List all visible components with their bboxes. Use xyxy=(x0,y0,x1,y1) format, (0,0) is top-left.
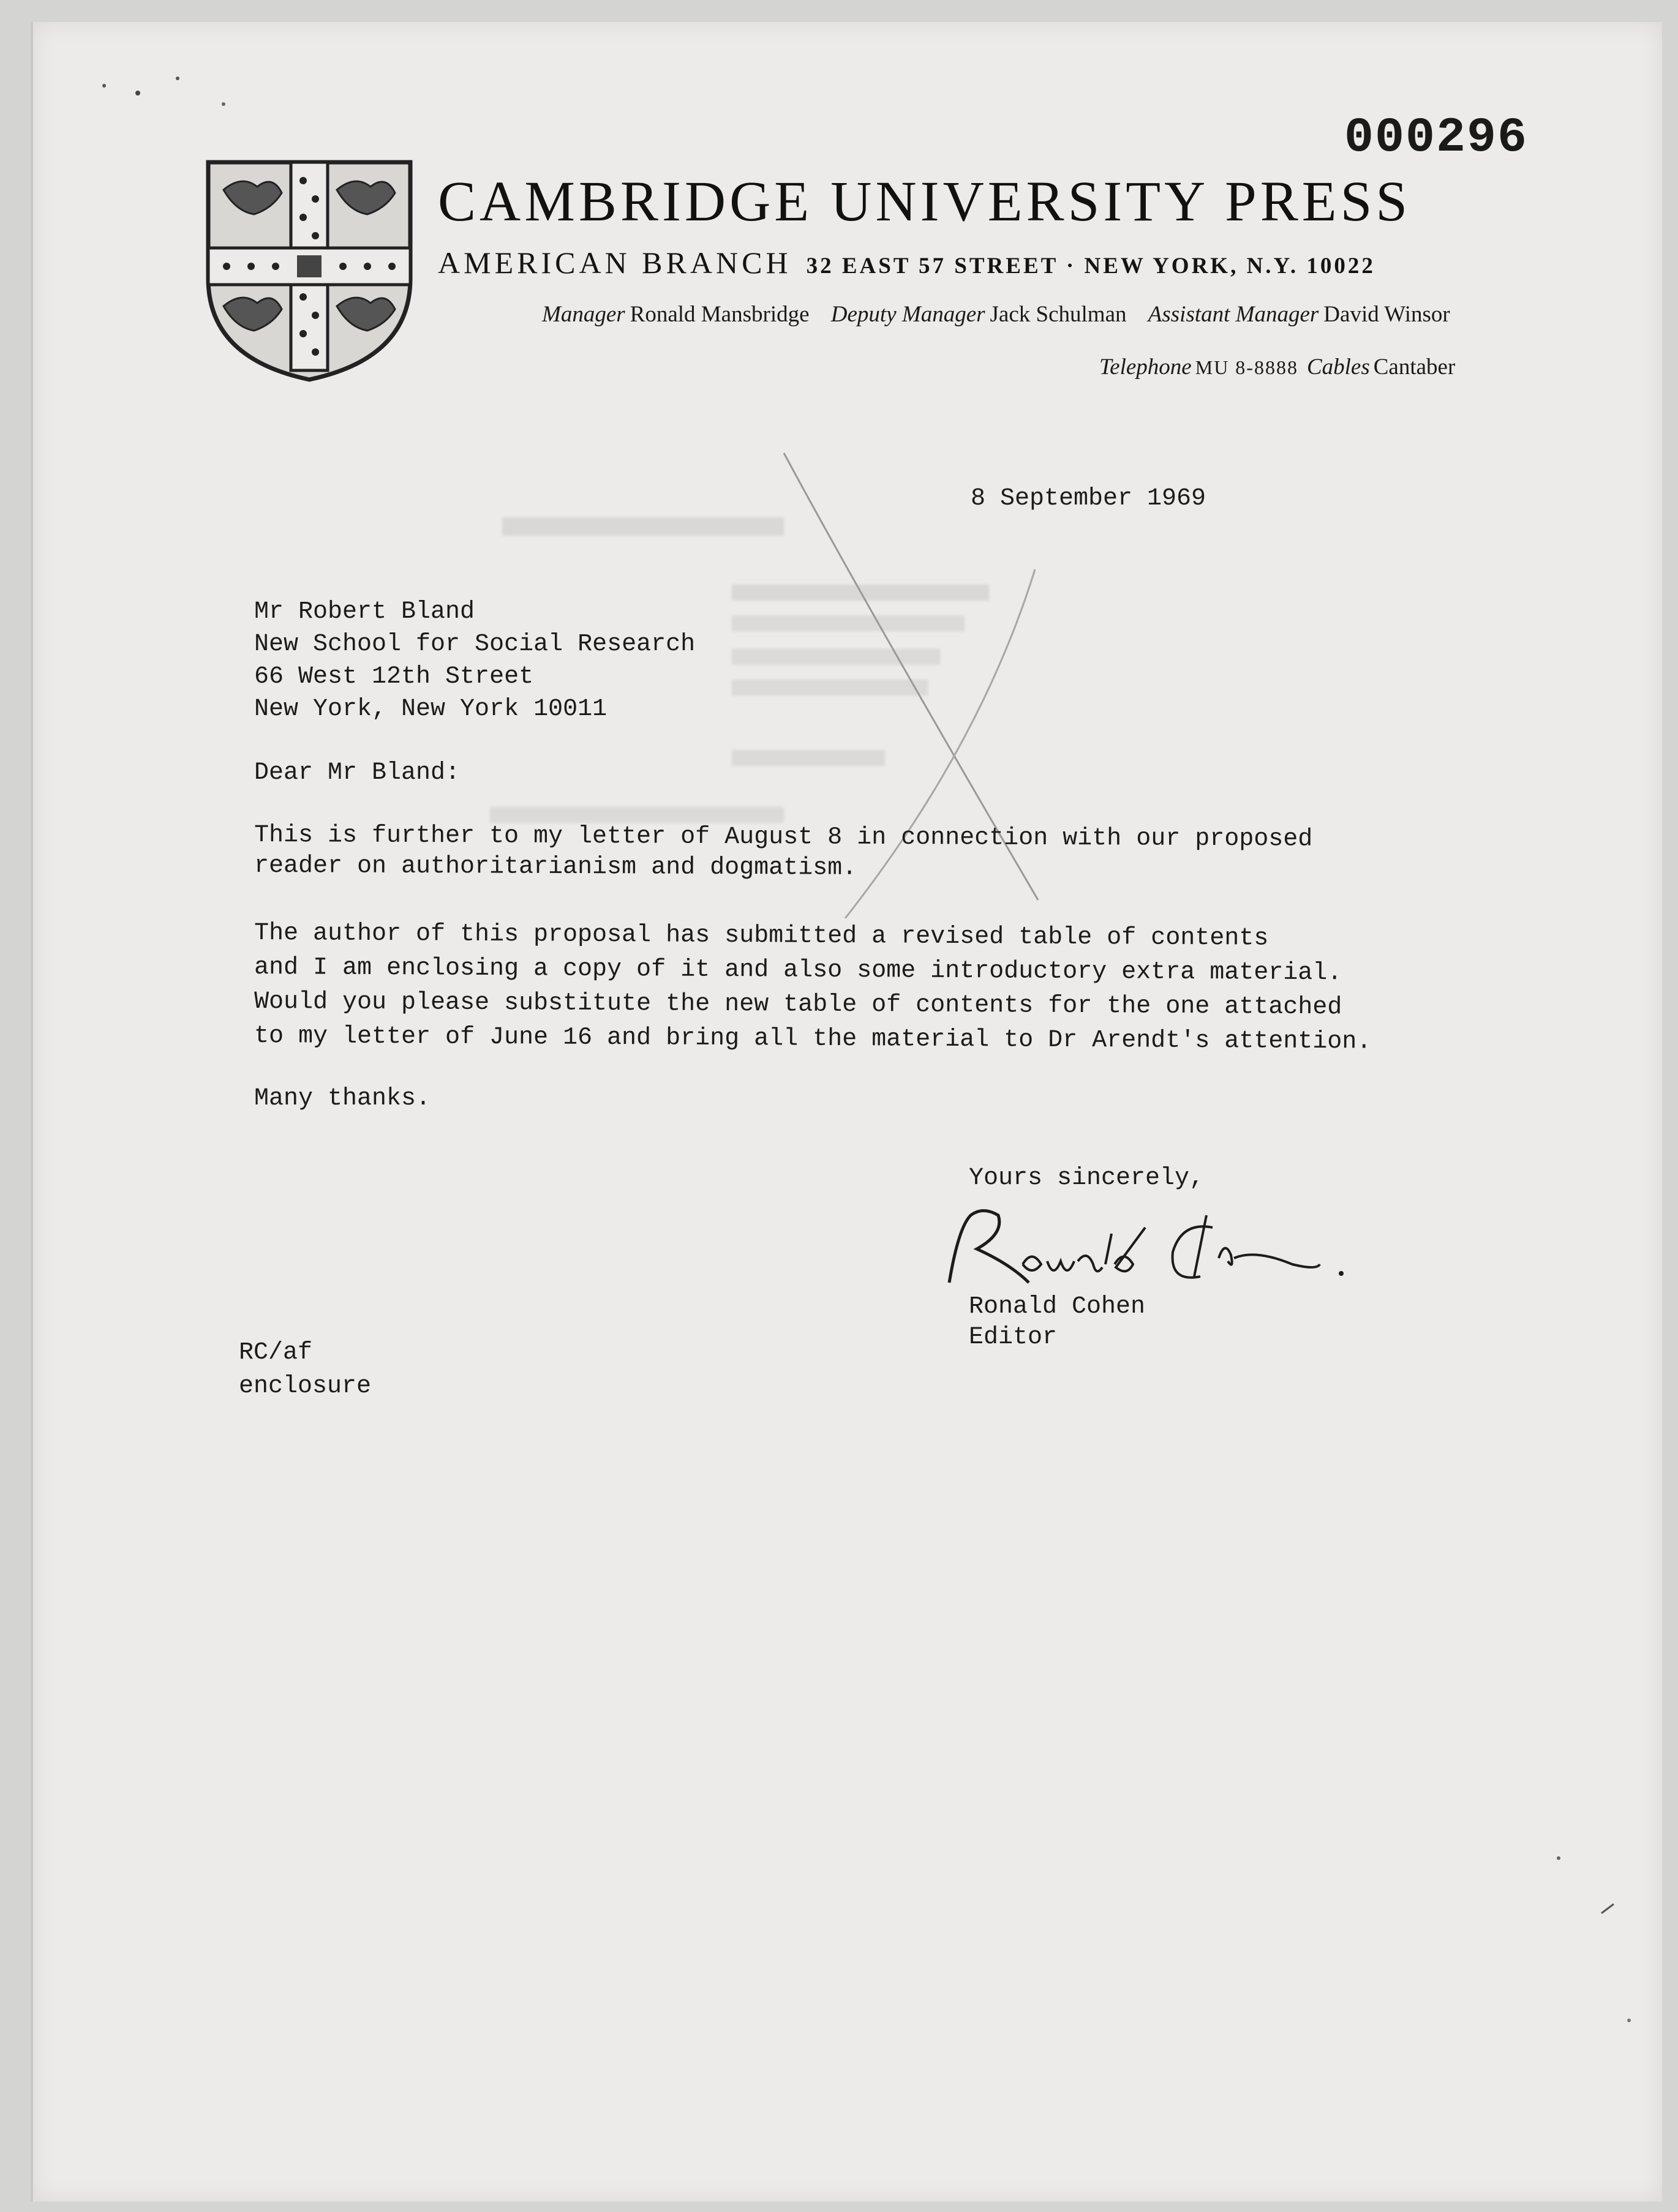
paragraph-2 xyxy=(254,918,1371,1055)
branch-name: AMERICAN BRANCH xyxy=(438,246,792,280)
telephone-number: MU 8-8888 xyxy=(1195,356,1298,378)
deputy-manager-role: Deputy Manager xyxy=(830,302,985,327)
paragraph-2-line: to my letter of June 16 and bring all the material to Dr Arendt's attention. xyxy=(254,1022,1372,1056)
paragraph-2-line: The author of this proposal has submitted a revised table of contents xyxy=(254,920,1269,953)
recipient-city: New York, New York 10011 xyxy=(254,695,608,723)
university-crest-logo xyxy=(202,156,416,383)
typist-initials: RC/af xyxy=(239,1339,313,1367)
manager-name: Ronald Mansbridge xyxy=(630,302,810,327)
paragraph-1-line: reader on authoritarianism and dogmatism. xyxy=(254,852,857,882)
paragraph-1-line: This is further to my letter of August 8 in connection with our proposed xyxy=(254,822,1313,853)
complimentary-close: Yours sincerely, xyxy=(969,1164,1205,1192)
cables-label: Cables xyxy=(1306,354,1370,380)
press-name-heading: CAMBRIDGE UNIVERSITY PRESS xyxy=(438,170,1412,233)
recipient-address-block xyxy=(254,597,695,727)
paragraph-2-line: and I am enclosing a copy of it and also some introductory extra material. xyxy=(254,954,1342,988)
telephone-label: Telephone xyxy=(1099,354,1192,380)
paragraph-1 xyxy=(254,820,1312,882)
branch-street-address: 32 EAST 57 STREET · NEW YORK, N.Y. 10022 xyxy=(806,253,1375,279)
signer-name: Ronald Cohen xyxy=(969,1293,1146,1321)
manager-role: Manager xyxy=(542,302,625,327)
document-number-stamp: 000296 xyxy=(1344,110,1529,166)
recipient-name: Mr Robert Bland xyxy=(254,598,475,626)
handwritten-signature xyxy=(925,1191,1347,1301)
closing-thanks: Many thanks. xyxy=(254,1085,431,1112)
enclosure-note: enclosure xyxy=(239,1373,372,1400)
assistant-manager-role: Assistant Manager xyxy=(1148,302,1319,327)
branch-address-line xyxy=(438,245,1375,280)
salutation: Dear Mr Bland: xyxy=(254,759,461,787)
assistant-manager-name: David Winsor xyxy=(1323,302,1450,327)
recipient-street: 66 West 12th Street xyxy=(254,663,534,691)
cables-value: Cantaber xyxy=(1373,354,1456,380)
deputy-manager-name: Jack Schulman xyxy=(990,302,1127,327)
recipient-institution: New School for Social Research xyxy=(254,631,696,658)
paragraph-2-line: Would you please substitute the new table of contents for the one attached xyxy=(254,988,1342,1022)
bleed-through-line xyxy=(502,517,784,536)
contact-line xyxy=(1099,354,1455,380)
signer-title: Editor xyxy=(969,1324,1058,1351)
managers-line xyxy=(542,301,1450,328)
letter-date: 8 September 1969 xyxy=(971,485,1206,512)
